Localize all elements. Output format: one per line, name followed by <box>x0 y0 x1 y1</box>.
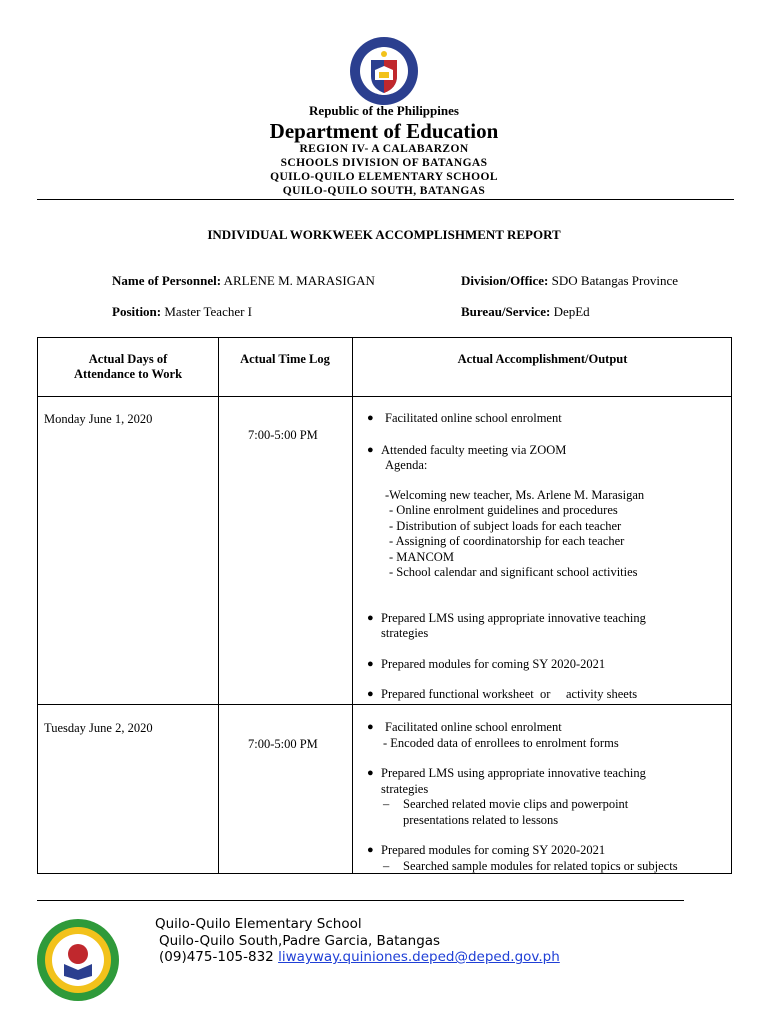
bullet-icon: ● <box>367 657 374 670</box>
list-item: ● Attended faculty meeting via ZOOM Agenda: -Welcoming new teacher, Ms. Arlene M. Marasigan - Online enrolment guidelines and procedures - Distribution of subject loads for each teacher - Assigning of coordinatorship for each teacher - MANCOM - School calendar and significant school activities <box>367 442 645 579</box>
header-attendance <box>38 352 218 382</box>
list-item: ● Facilitated online school enrolment - Encoded data of enrollees to enrolment forms <box>367 720 619 750</box>
bullet-icon: ● <box>367 688 374 700</box>
bullet-icon: ● <box>367 611 374 624</box>
division-office <box>461 273 678 289</box>
bureau-service-label: Bureau/Service: <box>461 304 551 319</box>
region-line: REGION IV- A CALABARZON <box>299 143 469 155</box>
personnel-name <box>112 273 375 289</box>
list-item: ● Facilitated online school enrolment <box>367 411 562 425</box>
table-header-divider <box>38 396 731 397</box>
footer-address: Quilo-Quilo South,Padre Garcia, Batangas <box>159 933 441 949</box>
row2-date: Tuesday June 2, 2020 <box>44 721 153 735</box>
header-divider <box>37 199 734 200</box>
row1-time: 7:00-5:00 PM <box>248 428 318 442</box>
position <box>112 304 252 320</box>
footer-contact <box>159 949 560 965</box>
accomplishment-table <box>37 337 732 874</box>
row1-date: Monday June 1, 2020 <box>44 412 153 426</box>
deped-seal-logo <box>349 36 419 106</box>
table-col-divider <box>218 338 219 873</box>
bureau-service <box>461 304 590 320</box>
division-office-value: SDO Batangas Province <box>551 273 679 288</box>
republic-line: Republic of the Philippines <box>309 103 459 118</box>
division-office-label: Division/Office: <box>461 273 549 288</box>
footer-divider <box>37 900 684 901</box>
list-item: ● Prepared LMS using appropriate innovative teaching strategies – Searched related movie clips and powerpoint presentations related to lessons <box>367 766 646 827</box>
position-value: Master Teacher I <box>164 304 253 319</box>
report-title: INDIVIDUAL WORKWEEK ACCOMPLISHMENT REPORT <box>207 227 561 242</box>
footer-email-link[interactable]: liwayway.quiniones.deped@deped.gov.ph <box>278 949 560 965</box>
list-item: ● Prepared LMS using appropriate innovative teaching strategies <box>367 610 646 640</box>
header-attendance-line2: Attendance to Work <box>73 367 183 381</box>
list-item: ● Prepared modules for coming SY 2020-2021 <box>367 656 606 671</box>
bullet-icon: ● <box>367 844 374 856</box>
row2-accomplishments <box>367 720 678 874</box>
header-attendance-line1: Actual Days of <box>88 352 168 366</box>
position-label: Position: <box>112 304 162 319</box>
table-col-divider <box>352 338 353 873</box>
header-accomplishment: Actual Accomplishment/Output <box>457 352 628 366</box>
header-time-log: Actual Time Log <box>240 352 330 366</box>
bullet-icon: ● <box>367 721 374 733</box>
personnel-name-label: Name of Personnel: <box>112 273 222 288</box>
footer-school-name: Quilo-Quilo Elementary School <box>155 916 362 932</box>
personnel-name-value: ARLENE M. MARASIGAN <box>223 273 375 288</box>
footer-phone: (09)475-105-832 <box>159 949 274 965</box>
list-item: ● Prepared modules for coming SY 2020-2021 – Searched sample modules for related topics or subjects <box>367 843 678 873</box>
department-title: Department of Education <box>269 119 499 143</box>
row1-accomplishments <box>367 411 646 703</box>
list-item: ● Prepared functional worksheet or activity sheets <box>367 687 638 701</box>
bureau-service-value: DepEd <box>553 304 590 319</box>
address-line: QUILO-QUILO SOUTH, BATANGAS <box>282 185 486 197</box>
bullet-icon: ● <box>367 412 374 424</box>
bullet-icon: ● <box>367 443 374 456</box>
division-line: SCHOOLS DIVISION OF BATANGAS <box>280 157 488 169</box>
table-row-divider <box>38 704 731 705</box>
school-line: QUILO-QUILO ELEMENTARY SCHOOL <box>270 171 498 183</box>
bullet-icon: ● <box>367 767 374 779</box>
school-logo <box>36 918 120 1002</box>
row2-time: 7:00-5:00 PM <box>248 737 318 751</box>
